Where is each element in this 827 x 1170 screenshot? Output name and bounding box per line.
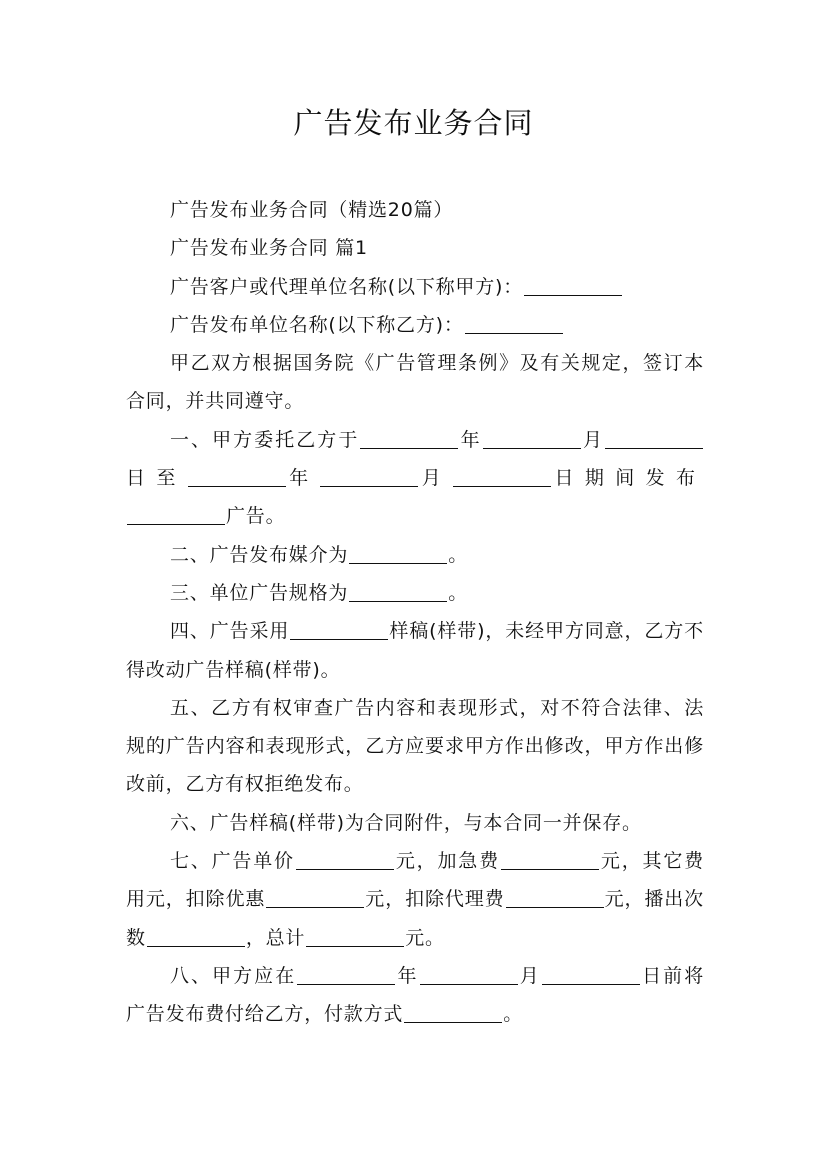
clause-5-text: 五、乙方有权审查广告内容和表现形式，对不符合法律、法规的广告内容和表现形式，乙方应要求甲方作出修改，甲方作出修改前，乙方有权拒绝发布。 xyxy=(126,696,704,796)
clause-7-blank-5 xyxy=(147,928,245,947)
document-body xyxy=(126,191,704,1034)
clause-7-text-e: 元，播出次数 xyxy=(126,888,704,949)
clause-1-blank-7 xyxy=(127,506,225,525)
clause-1-text-d: 日至 xyxy=(126,467,187,490)
clause-7-blank-6 xyxy=(306,928,404,947)
clause-1-text-a: 一、甲方委托乙方于 xyxy=(170,428,360,451)
clause-4 xyxy=(126,612,704,689)
party-b-label: 广告发布单位名称(以下称乙方)： xyxy=(170,313,464,336)
party-a-blank xyxy=(524,277,622,296)
clause-3 xyxy=(126,574,704,612)
clause-2-text-a: 二、广告发布媒介为 xyxy=(170,543,349,566)
clause-6-text: 六、广告样稿(样带)为合同附件，与本合同一并保存。 xyxy=(170,811,642,834)
paragraph-party-b xyxy=(126,306,704,344)
clause-2-text-b: 。 xyxy=(448,543,469,566)
clause-4-blank xyxy=(290,621,388,640)
clause-8-text-d: 日前将广告发布费付给乙方，付款方式 xyxy=(126,964,704,1026)
clause-7-text-f: ，总计 xyxy=(245,926,306,949)
clause-2 xyxy=(126,536,704,574)
clause-7-blank-1 xyxy=(296,851,394,870)
clause-8-text-c: 月 xyxy=(518,964,541,987)
paragraph-section-heading xyxy=(126,229,704,267)
clause-8-blank-4 xyxy=(404,1004,502,1023)
clause-1-text-f: 月 xyxy=(419,467,453,490)
clause-3-text-a: 三、单位广告规格为 xyxy=(170,581,349,604)
clause-7-text-a: 七、广告单价 xyxy=(170,850,295,873)
clause-3-blank xyxy=(349,583,447,602)
clause-8-text-a: 八、甲方应在 xyxy=(170,964,297,987)
clause-1-blank-1 xyxy=(360,430,458,449)
clause-8-text-b: 年 xyxy=(396,964,419,987)
paragraph-preamble xyxy=(126,344,704,421)
clause-7-text-g: 元。 xyxy=(405,926,445,949)
clause-8 xyxy=(126,957,704,1034)
clause-8-text-e: 。 xyxy=(503,1003,524,1026)
section-heading-text: 广告发布业务合同 篇1 xyxy=(170,237,368,260)
clause-4-text-b: 样稿(样带)，未经甲方同意，乙方不得改动广告样稿(样带)。 xyxy=(126,620,704,681)
clause-1-blank-3 xyxy=(605,430,703,449)
paragraph-party-a xyxy=(126,268,704,306)
clause-1-text-e: 年 xyxy=(286,467,320,490)
clause-2-blank xyxy=(349,545,447,564)
clause-1-text-h: 广告。 xyxy=(226,505,286,528)
preamble-text: 甲乙双方根据国务院《广告管理条例》及有关规定，签订本合同，并共同遵守。 xyxy=(126,352,704,413)
party-a-label: 广告客户或代理单位名称(以下称甲方)： xyxy=(170,275,524,298)
clause-8-blank-1 xyxy=(297,966,395,985)
clause-5 xyxy=(126,689,704,804)
clause-7-text-d: 元，扣除代理费 xyxy=(365,888,505,911)
clause-7-text-b: 元，加急费 xyxy=(394,850,500,873)
clause-1-text-b: 年 xyxy=(459,428,482,451)
clause-7 xyxy=(126,842,704,957)
clause-7-blank-2 xyxy=(501,851,599,870)
clause-1-blank-6 xyxy=(453,468,551,487)
clause-4-text-a: 四、广告采用 xyxy=(170,620,290,643)
clause-1-text-g: 日期间发布 xyxy=(552,467,704,490)
subtitle-text: 广告发布业务合同（精选20篇） xyxy=(170,199,454,221)
clause-8-blank-2 xyxy=(420,966,518,985)
clause-7-blank-3 xyxy=(266,889,364,908)
clause-6 xyxy=(126,804,704,842)
clause-1 xyxy=(126,421,704,536)
document-title: 广告发布业务合同 xyxy=(293,106,534,140)
clause-1-text-c: 月 xyxy=(581,428,604,451)
clause-7-text-c: 元，其它费用元，扣除优惠 xyxy=(126,850,704,911)
clause-1-blank-4 xyxy=(188,468,286,487)
clause-1-blank-2 xyxy=(483,430,581,449)
party-b-blank xyxy=(465,315,563,334)
clause-8-blank-3 xyxy=(542,966,640,985)
clause-7-blank-4 xyxy=(506,889,604,908)
clause-1-blank-5 xyxy=(320,468,418,487)
clause-3-text-b: 。 xyxy=(448,581,469,604)
paragraph-subtitle xyxy=(126,191,704,229)
